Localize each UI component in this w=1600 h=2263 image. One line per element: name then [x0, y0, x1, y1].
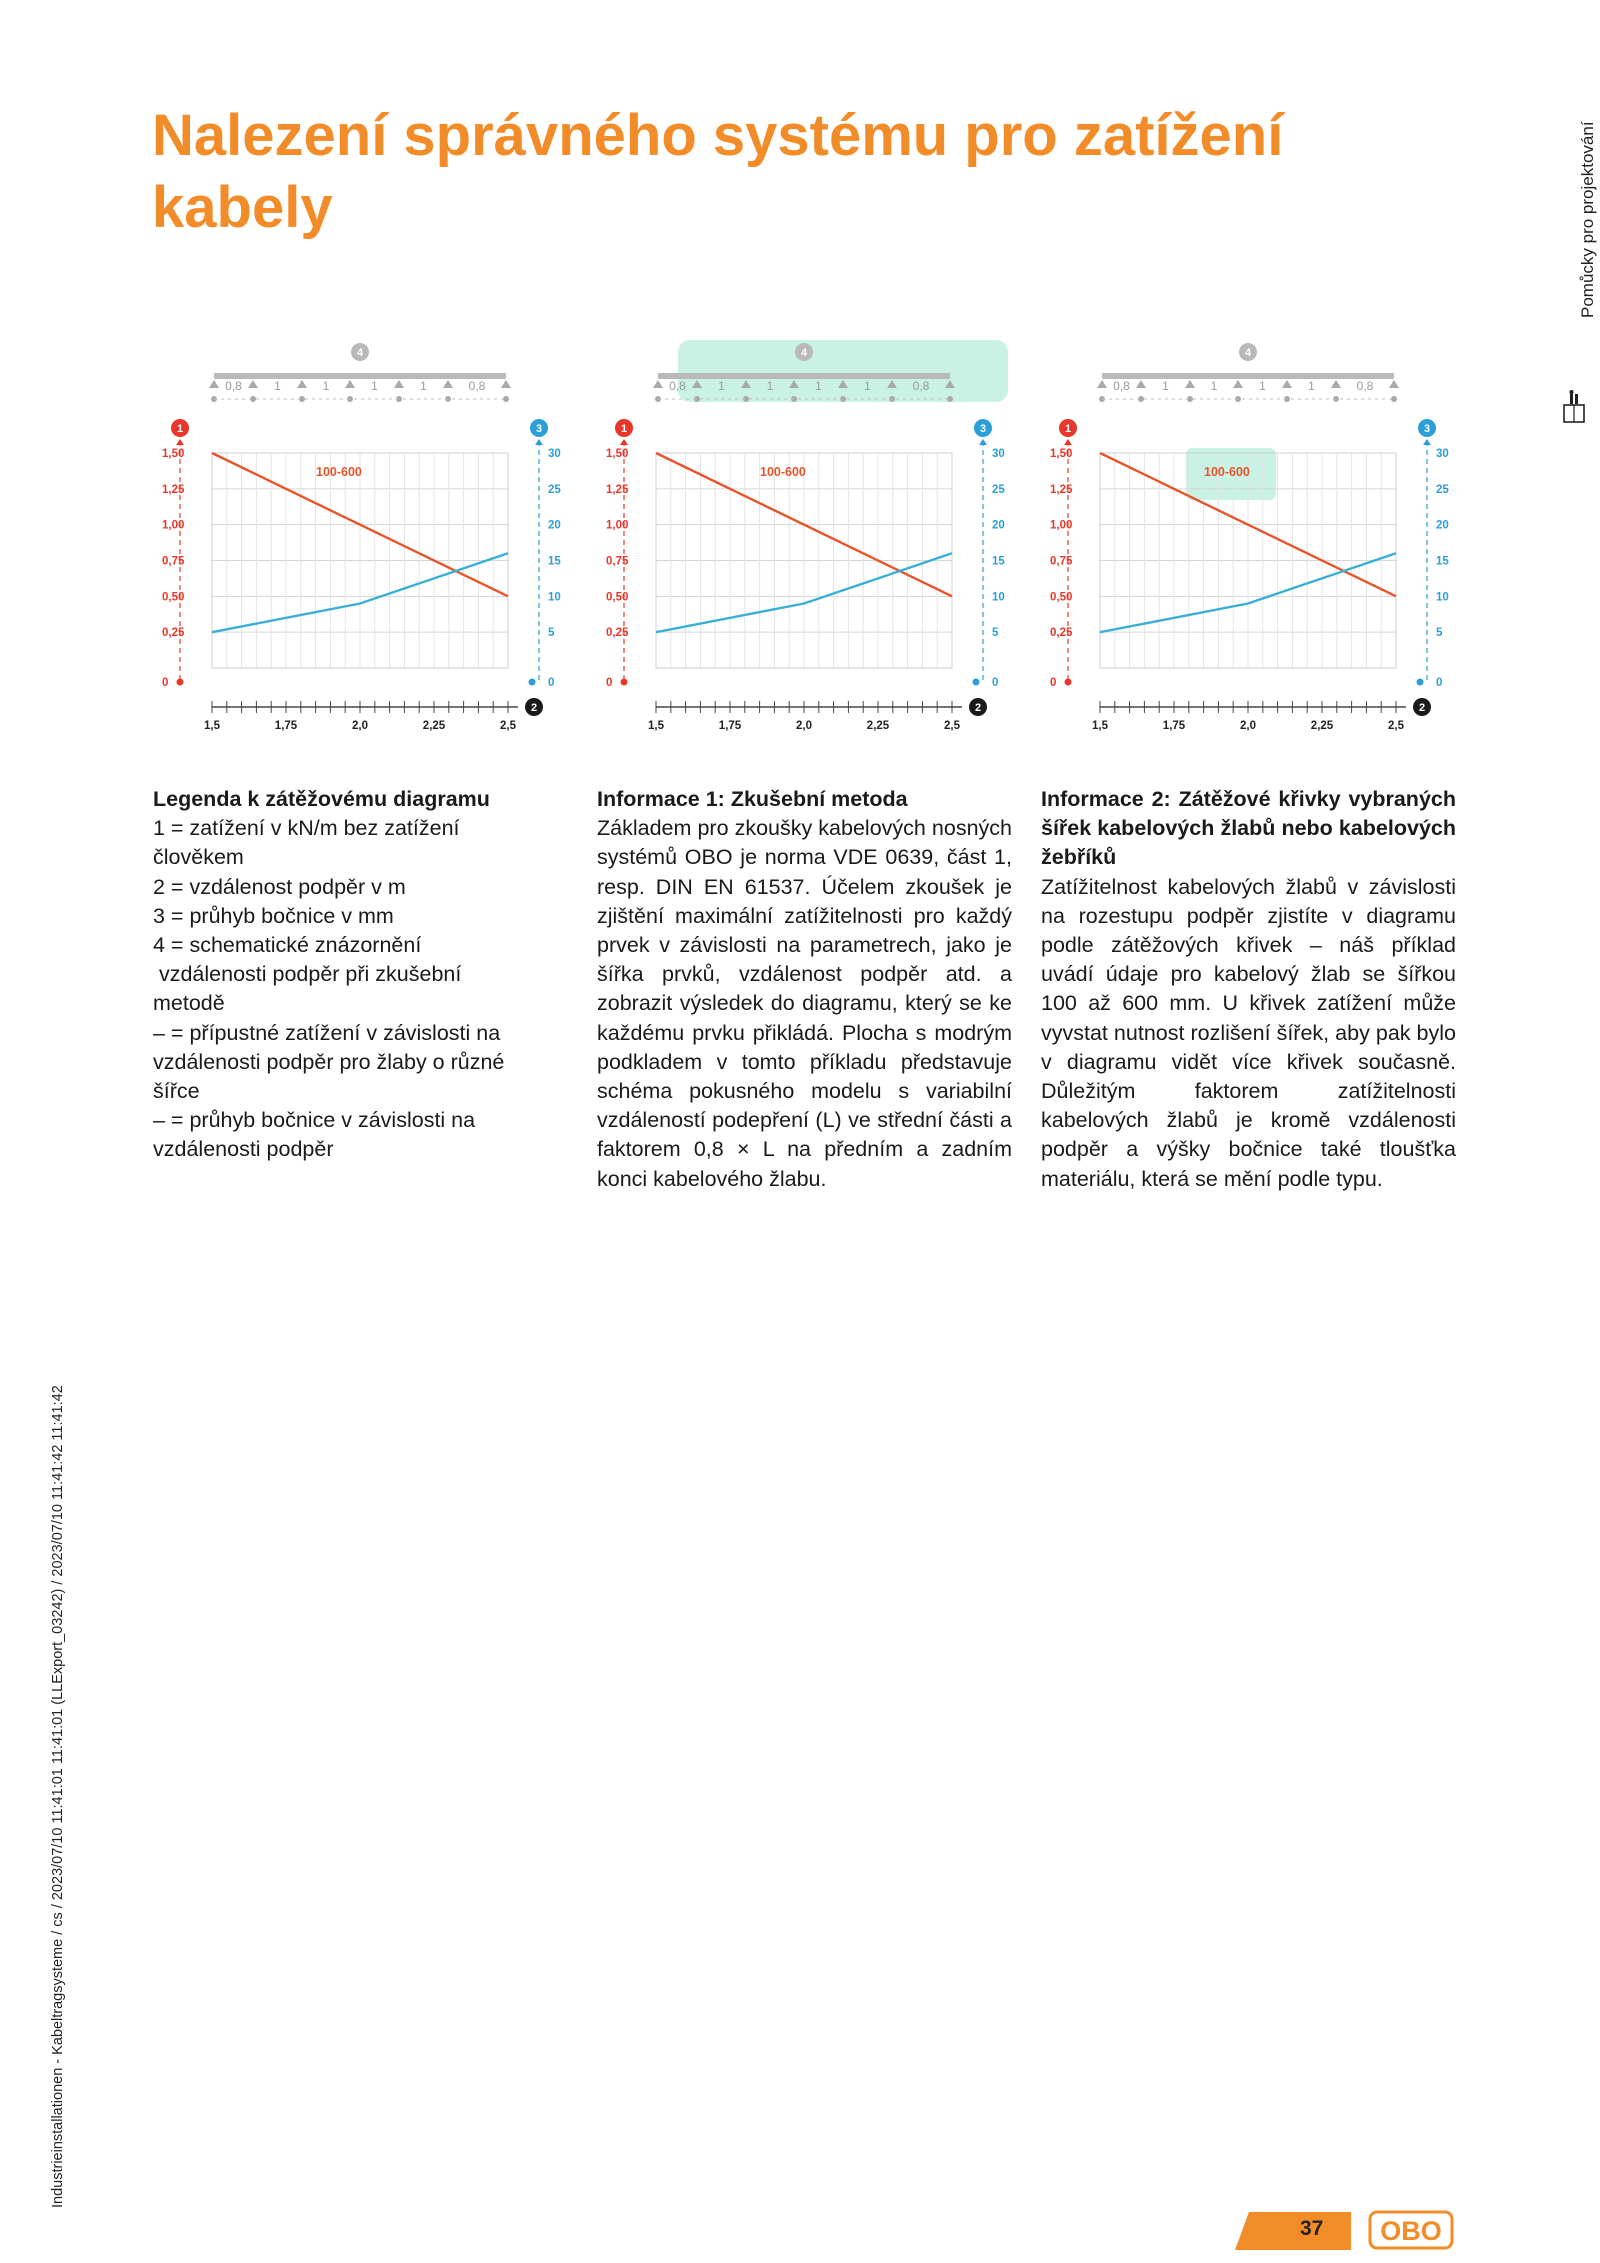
y-right-tick-label: 25 — [992, 483, 1005, 496]
y-left-tick-label: 0,50 — [606, 591, 629, 604]
load-diagram-1 — [150, 340, 570, 740]
schematic-label: 1 — [1259, 379, 1266, 393]
legend-column — [153, 785, 568, 1165]
obo-logo — [1368, 2210, 1454, 2250]
legend-line: 2 = vzdálenost podpěr v m — [153, 874, 406, 899]
support-marker — [443, 380, 453, 388]
y-right-tick-label: 15 — [1436, 555, 1449, 568]
support-marker — [209, 380, 219, 388]
y-left-tick-label: 0,50 — [1050, 591, 1073, 604]
x-tick-label: 2,5 — [944, 720, 960, 732]
right-axis-arrow — [979, 439, 987, 445]
x-tick-label: 1,75 — [718, 720, 742, 732]
y-left-tick-label: 1,50 — [162, 448, 185, 460]
load-diagram-3 — [1038, 340, 1458, 740]
y-right-tick-label: 5 — [1436, 627, 1443, 640]
schematic-label: 1 — [766, 379, 774, 393]
legend-line: šířce — [153, 1079, 200, 1104]
x-tick-label: 1,75 — [274, 720, 298, 732]
legend-line: – = průhyb bočnice v závislosti na — [153, 1108, 476, 1133]
y-right-tick-label: 25 — [548, 483, 561, 496]
support-marker — [345, 380, 355, 388]
badge-3-label: 3 — [1423, 423, 1431, 435]
y-right-tick-label: 0 — [1436, 677, 1443, 689]
left-axis-arrow — [1064, 439, 1072, 445]
right-axis-origin — [529, 679, 536, 686]
legend-line: vzdálenosti podpěr při zkušební — [153, 962, 462, 987]
x-tick-label: 2,0 — [1240, 720, 1256, 732]
x-tick-label: 2,25 — [1310, 720, 1334, 732]
right-axis-arrow — [535, 439, 543, 445]
legend-heading: Legenda k zátěžovému diagramu — [153, 787, 490, 811]
schematic-label: 1 — [1308, 379, 1315, 393]
right-axis-origin — [973, 679, 980, 686]
badge-2-label: 2 — [530, 702, 538, 714]
y-left-tick-label: 1,25 — [1050, 483, 1073, 496]
y-left-tick-label: 0,50 — [162, 591, 185, 604]
info2-body: Zatížitelnost kabelových žlabů v závislosti na rozestupu podpěr zjistíte v diagramu podle zátěžových křivek – náš příklad uvádí údaje pro kabelový žlab se šířkou 100 až 600 mm. U křivek zatížení může vyvstat nutnost rozlišení šířek, aby pak bylo v diagramu vidět více křivek současně. Důležitým faktorem zatížitelnosti kabelových žlabů je kromě vzdálenosti podpěr a výšky bočnice také tloušťka materiálu, která se mění podle typu. — [1041, 874, 1456, 1191]
x-tick-label: 2,25 — [422, 720, 446, 732]
legend-line: 4 = schematické znázornění — [153, 933, 422, 958]
badge-4-label: 4 — [356, 347, 364, 359]
legend-line: – = přípustné zatížení v závislosti na — [153, 1020, 501, 1045]
y-left-tick-label: 0 — [606, 677, 613, 689]
schematic-highlight — [678, 340, 1008, 402]
schematic-label: 0,8 — [912, 379, 930, 393]
legend-line: člověkem — [153, 845, 244, 870]
x-tick-label: 2,0 — [796, 720, 812, 732]
support-marker — [1282, 380, 1292, 388]
y-right-tick-label: 30 — [1436, 448, 1449, 460]
y-right-tick-label: 30 — [548, 448, 561, 460]
y-right-tick-label: 25 — [1436, 483, 1449, 496]
y-left-tick-label: 0,25 — [606, 627, 629, 640]
x-tick-label: 1,75 — [1162, 720, 1186, 732]
y-right-tick-label: 20 — [1436, 519, 1449, 532]
section-side-label: Pomůcky pro projektování — [1578, 121, 1597, 318]
page-number: 37 — [1300, 2217, 1324, 2240]
badge-4-label: 4 — [800, 347, 808, 359]
schematic-label: 1 — [718, 379, 725, 393]
legend-list — [153, 814, 568, 1164]
x-tick-label: 1,5 — [204, 720, 220, 732]
y-left-tick-label: 1,50 — [606, 448, 629, 460]
schematic-label: 1 — [1210, 379, 1218, 393]
badge-3-label: 3 — [979, 423, 987, 435]
schematic-label: 0,8 — [468, 379, 486, 393]
y-right-tick-label: 10 — [548, 591, 561, 604]
info1-column — [597, 785, 1012, 1194]
y-right-tick-label: 20 — [548, 519, 561, 532]
y-left-tick-label: 0 — [162, 677, 169, 689]
badge-4-label: 4 — [1244, 347, 1252, 359]
support-marker — [1389, 380, 1399, 388]
support-marker — [1233, 380, 1243, 388]
y-left-tick-label: 0,75 — [1050, 555, 1073, 568]
schematic-label: 1 — [371, 379, 378, 393]
y-right-tick-label: 20 — [992, 519, 1005, 532]
y-left-tick-label: 1,00 — [162, 519, 185, 532]
badge-2-label: 2 — [1418, 702, 1426, 714]
y-right-tick-label: 0 — [548, 677, 555, 689]
support-marker — [1331, 380, 1341, 388]
curve-label: 100-600 — [760, 465, 806, 479]
schematic-label: 0,8 — [225, 379, 242, 393]
y-right-tick-label: 5 — [992, 627, 999, 640]
legend-line: vzdálenosti podpěr pro žlaby o různé — [153, 1049, 505, 1074]
curve-label: 100-600 — [1204, 465, 1250, 479]
svg-text:OBO: OBO — [1380, 2216, 1442, 2246]
x-tick-label: 2,5 — [500, 720, 516, 732]
support-marker — [1185, 380, 1195, 388]
x-tick-label: 2,0 — [352, 720, 368, 732]
y-left-tick-label: 0,75 — [162, 555, 185, 568]
badge-1-label: 1 — [620, 423, 628, 435]
schematic-label: 1 — [420, 379, 427, 393]
y-left-tick-label: 0,25 — [1050, 627, 1073, 640]
support-marker — [248, 380, 258, 388]
badge-1-label: 1 — [1064, 423, 1072, 435]
left-axis-origin — [621, 679, 628, 686]
schematic-label: 0,8 — [1113, 379, 1130, 393]
footer-meta: Industrieinstallationen - Kabeltragsysteme / cs / 2023/07/10 11:41:01 11:41:01 (LLExport_03242) / 2023/07/10 11:41:42 11:41:42 — [50, 1385, 66, 2208]
y-right-tick-label: 0 — [992, 677, 999, 689]
schematic-label: 1 — [274, 379, 281, 393]
load-diagram-2 — [594, 340, 1014, 740]
support-marker — [297, 380, 307, 388]
y-left-tick-label: 0 — [1050, 677, 1057, 689]
schematic-label: 1 — [322, 379, 330, 393]
y-left-tick-label: 0,75 — [606, 555, 629, 568]
left-axis-origin — [1065, 679, 1072, 686]
y-left-tick-label: 1,00 — [1050, 519, 1073, 532]
support-marker — [1136, 380, 1146, 388]
schematic-label: 0,8 — [1356, 379, 1374, 393]
y-left-tick-label: 1,25 — [606, 483, 629, 496]
x-tick-label: 2,25 — [866, 720, 890, 732]
left-axis-arrow — [620, 439, 628, 445]
schematic-label: 1 — [1162, 379, 1169, 393]
support-marker — [1097, 380, 1107, 388]
support-marker — [394, 380, 404, 388]
schematic-label: 1 — [864, 379, 871, 393]
right-axis-arrow — [1423, 439, 1431, 445]
support-marker — [501, 380, 511, 388]
y-right-tick-label: 10 — [992, 591, 1005, 604]
legend-line: 1 = zatížení v kN/m bez zatížení — [153, 816, 460, 841]
y-right-tick-label: 30 — [992, 448, 1005, 460]
right-axis-origin — [1417, 679, 1424, 686]
y-right-tick-label: 15 — [548, 555, 561, 568]
legend-line: vzdálenosti podpěr — [153, 1137, 334, 1162]
info1-heading: Informace 1: Zkušební metoda — [597, 787, 908, 811]
x-tick-label: 1,5 — [648, 720, 664, 732]
info1-body: Základem pro zkoušky kabelových nosných systémů OBO je norma VDE 0639, část 1, resp. DIN EN 61537. Účelem zkoušek je zjištění maximální zatížitelnosti pro každý prvek v závislosti na parametrech, jako je šířka prvků, vzdálenost podpěr atd. a zobrazit výsledek do diagramu, který se ke každému prvku přikládá. Plocha s modrým podkladem v tomto příkladu představuje schéma pokusného modelu s variabilní vzdáleností podepření (L) ve střední části a faktorem 0,8 × L na předním a zadním konci kabelového žlabu. — [597, 816, 1012, 1191]
y-left-tick-label: 0,25 — [162, 627, 185, 640]
y-left-tick-label: 1,00 — [606, 519, 629, 532]
y-right-tick-label: 15 — [992, 555, 1005, 568]
book-icon — [1560, 390, 1588, 424]
x-tick-label: 1,5 — [1092, 720, 1108, 732]
schematic-label: 0,8 — [669, 379, 686, 393]
page-title: Nalezení správného systému pro zatížení kabely — [152, 103, 1284, 240]
support-marker — [653, 380, 663, 388]
y-left-tick-label: 1,25 — [162, 483, 185, 496]
badge-1-label: 1 — [176, 423, 184, 435]
schematic-label: 1 — [815, 379, 822, 393]
legend-line: metodě — [153, 991, 225, 1016]
curve-label: 100-600 — [316, 465, 362, 479]
legend-line: 3 = průhyb bočnice v mm — [153, 903, 394, 928]
info2-column — [1041, 785, 1456, 1194]
badge-3-label: 3 — [535, 423, 543, 435]
x-tick-label: 2,5 — [1388, 720, 1404, 732]
y-right-tick-label: 5 — [548, 627, 555, 640]
badge-2-label: 2 — [974, 702, 982, 714]
left-axis-origin — [177, 679, 184, 686]
left-axis-arrow — [176, 439, 184, 445]
info2-heading: Informace 2: Zátěžové křivky vybraných šířek kabelových žlabů nebo kabelových žebříků — [1041, 787, 1456, 870]
y-right-tick-label: 10 — [1436, 591, 1449, 604]
y-left-tick-label: 1,50 — [1050, 448, 1073, 460]
